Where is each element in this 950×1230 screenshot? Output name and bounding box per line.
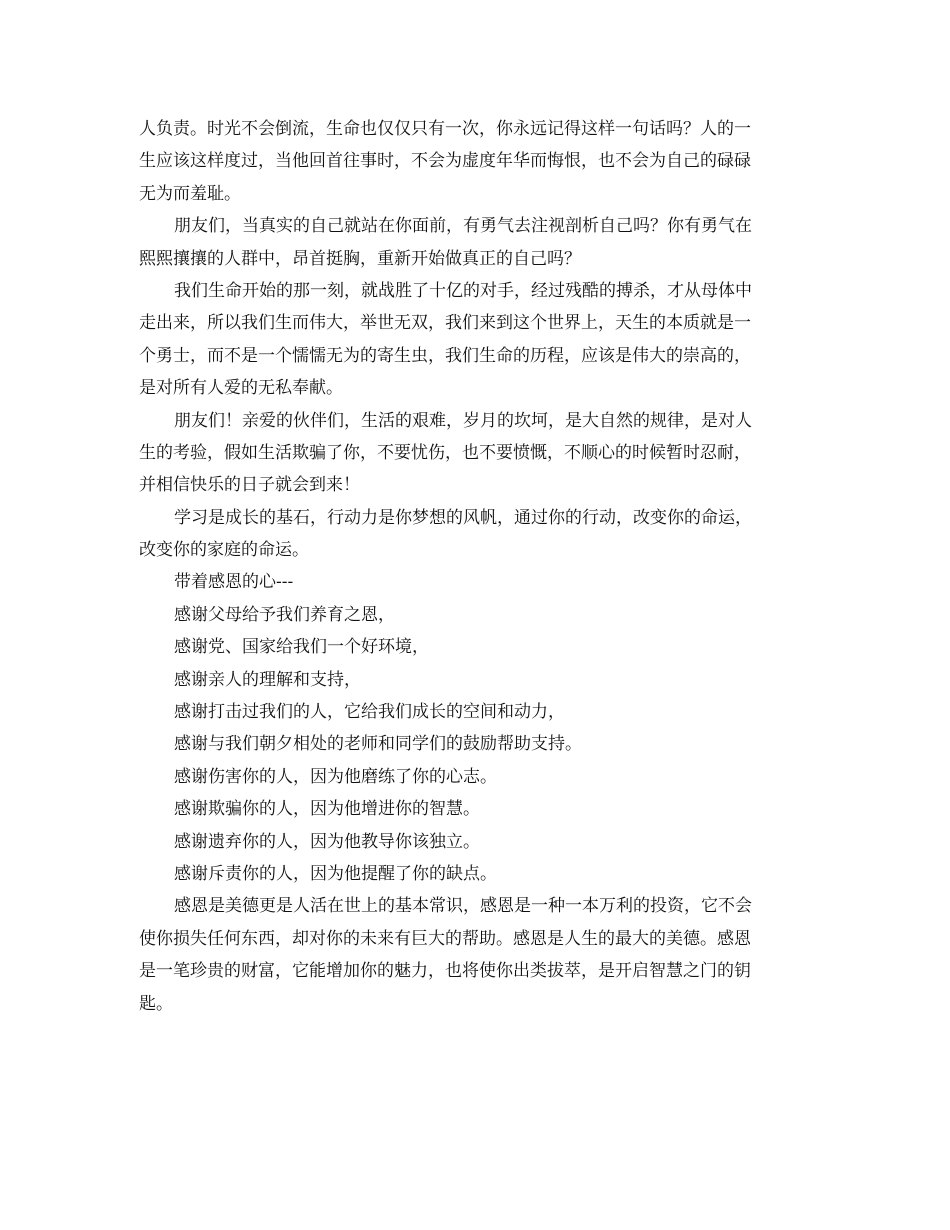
- text-line: 感恩是美德更是人活在世上的基本常识，感恩是一种一本万利的投资，它不会: [174, 896, 752, 917]
- text-line: 带着感恩的心---: [174, 572, 294, 593]
- text-line: 感谢遗弃你的人，因为他教导你该独立。: [174, 831, 480, 852]
- text-line: 我们生命开始的那一刻，就战胜了十亿的对手，经过残酷的搏杀，才从母体中: [174, 280, 752, 301]
- text-line: 感谢与我们朝夕相处的老师和同学们的鼓励帮助支持。: [174, 734, 582, 755]
- text-line: 生应该这样度过，当他回首往事时，不会为虚度年华而悔恨，也不会为自己的碌碌: [139, 151, 751, 172]
- text-line: 朋友们！亲爱的伙伴们，生活的艰难，岁月的坎坷，是大自然的规律，是对人: [174, 410, 752, 431]
- text-line: 学习是成长的基石，行动力是你梦想的风帆，通过你的行动，改变你的命运，: [174, 507, 752, 528]
- text-line: 感谢父母给予我们养育之恩，: [174, 604, 395, 625]
- text-line: 并相信快乐的日子就会到来！: [139, 475, 360, 496]
- text-line: 走出来，所以我们生而伟大，举世无双，我们来到这个世界上，天生的本质就是一: [139, 313, 751, 334]
- text-line: 生的考验，假如生活欺骗了你，不要忧伤，也不要愤慨，不顺心的时候暂时忍耐，: [139, 442, 751, 463]
- text-line: 感谢亲人的理解和支持，: [174, 669, 361, 690]
- text-line: 改变你的家庭的命运。: [139, 540, 309, 561]
- text-line: 匙。: [139, 993, 173, 1014]
- text-line: 朋友们，当真实的自己就站在你面前，有勇气去注视剖析自己吗？你有勇气在: [174, 216, 752, 237]
- text-line: 熙熙攘攘的人群中，昂首挺胸，重新开始做真正的自己吗？: [139, 248, 581, 269]
- text-line: 感谢党、国家给我们一个好环境，: [174, 637, 429, 658]
- text-line: 无为而羞耻。: [139, 183, 241, 204]
- text-line: 感谢伤害你的人，因为他磨练了你的心志。: [174, 766, 497, 787]
- text-line: 个勇士，而不是一个懦懦无为的寄生虫，我们生命的历程，应该是伟大的崇高的，: [139, 345, 751, 366]
- text-line: 使你损失任何东西，却对你的未来有巨大的帮助。感恩是人生的最大的美德。感恩: [139, 928, 751, 949]
- text-line: 感谢斥责你的人，因为他提醒了你的缺点。: [174, 863, 497, 884]
- document-body: [139, 113, 814, 1020]
- text-line: 人负责。时光不会倒流，生命也仅仅只有一次，你永远记得这样一句话吗？人的一: [139, 119, 751, 139]
- text-line: 是一笔珍贵的财富，它能增加你的魅力，也将使你出类拔萃，是开启智慧之门的钥: [139, 961, 751, 982]
- text-line: 是对所有人爱的无私奉献。: [139, 378, 343, 399]
- text-line: 感谢欺骗你的人，因为他增进你的智慧。: [174, 799, 480, 820]
- text-line: 感谢打击过我们的人，它给我们成长的空间和动力，: [174, 702, 565, 723]
